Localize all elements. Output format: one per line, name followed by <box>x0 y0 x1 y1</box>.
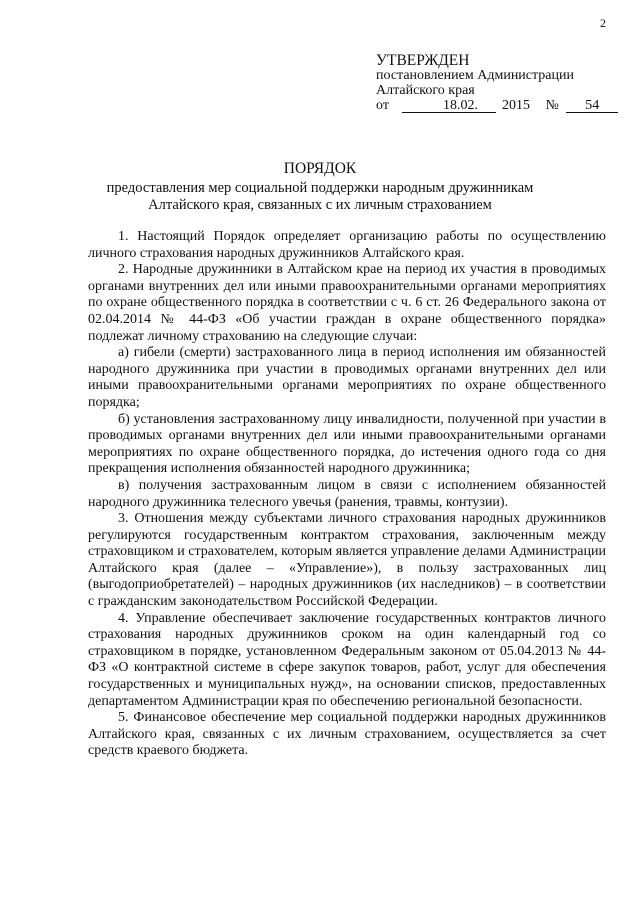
paragraph-2: 2. Народные дружинники в Алтайском крае на период их участия в проводимых органами внутренних дел или иными правоохранительными органами мероприятиях по охране общественного порядка в соответствии с ч. 6 ст. 26 Федерального закона от 02.04.2014 № 44-ФЗ «Об участии граждан в охране общественного порядка» подлежат личному страхованию на следующие случаи: <box>88 262 606 344</box>
paragraph-5: 5. Финансовое обеспечение мер социальной поддержки народных дружинников Алтайского края, связанных с их личным страхованием, осуществляется за счет средств краевого бюджета. <box>88 710 606 759</box>
approval-stamp <box>376 53 616 113</box>
number-value: 54 <box>566 99 618 113</box>
paragraph-3: 3. Отношения между субъектами личного страхования народных дружинников регулируются государственным контрактом страхования, заключенным между страховщиком и страхователем, которым является управление делами Администрации Алтайского края (далее – «Управление»), в пользу застрахованных лиц (выгодоприобретателей) – народных дружинников (их наследников) – в соответствии с гражданским законодательством Российской Федерации. <box>88 511 606 610</box>
from-label: от <box>376 98 389 113</box>
approval-line-2: Алтайского края <box>376 83 475 98</box>
document-title: ПОРЯДОК <box>283 160 357 177</box>
year-value: 2015 <box>501 98 530 113</box>
approval-heading: УТВЕРЖДЕН <box>376 52 470 69</box>
subtitle-line: Алтайского края, связанных с их личным страхованием <box>148 197 492 213</box>
paragraph-2b: б) установления застрахованному лицу инвалидности, полученной при участии в проводимых органами внутренних дел или иными правоохранительными органами мероприятиях по охране общественного порядка, до истечения одного года со дня прекращения исполнения обязанностей народного дружинника; <box>88 411 606 477</box>
approval-line-1: постановлением Администрации <box>376 68 574 83</box>
paragraph-4: 4. Управление обеспечивает заключение государственных контрактов личного страхования народных дружинников сроком на один календарный год со страховщиком в порядке, установленном Федеральным законом от 05.04.2013 № 44-ФЗ «О контрактной системе в сфере закупок товаров, работ, услуг для обеспечения государственных и муниципальных нужд», на основании списков, предоставленных департаментом Администрации края по обеспечению региональной безопасности. <box>88 610 606 709</box>
document-subtitle <box>0 180 640 214</box>
paragraph-2c: в) получения застрахованным лицом в связи с исполнением обязанностей народного дружинника телесного увечья (ранения, травмы, контузии). <box>88 477 606 510</box>
number-label: № <box>545 98 559 113</box>
approval-date-row <box>376 98 616 113</box>
document-body <box>88 229 606 760</box>
subtitle-line: предоставления мер социальной поддержки народным дружинникам <box>106 180 534 196</box>
paragraph-2a: а) гибели (смерти) застрахованного лица в период исполнения им обязанностей народного дружинника при участии в проводимых органами внутренних дел или иными правоохранительными органами мероприятиях по охране общественного порядка; <box>88 345 606 410</box>
page-number: 2 <box>600 16 606 30</box>
date-value: 18.02. <box>402 99 496 113</box>
paragraph-1: 1. Настоящий Порядок определяет организацию работы по осуществлению личного страхования народных дружинников Алтайского края. <box>88 229 606 261</box>
